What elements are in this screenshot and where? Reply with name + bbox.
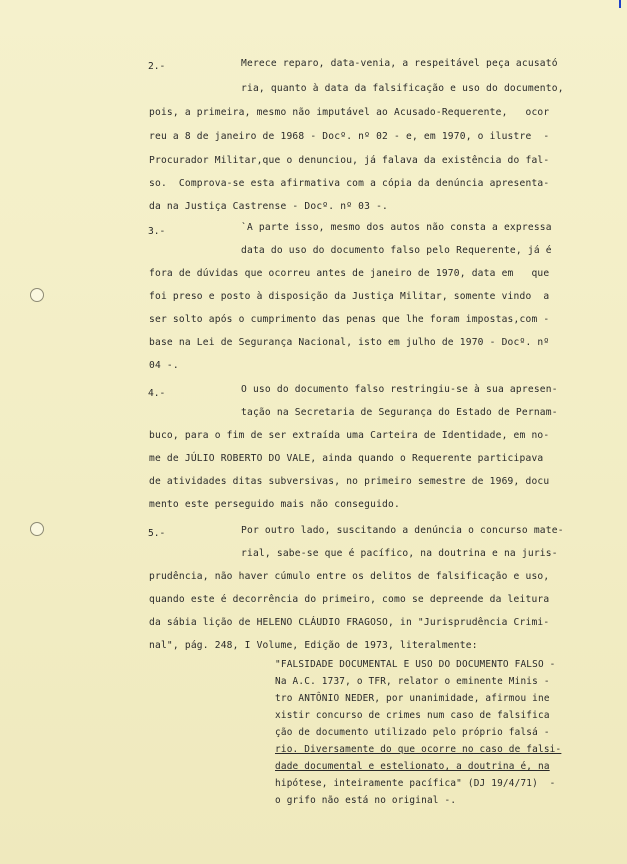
text-line: Por outro lado, suscitando a denúncia o concurso mate- [241,525,564,536]
text-line: foi preso e posto à disposição da Justiça Militar, somente vindo a [149,291,550,302]
text-line: reu a 8 de janeiro de 1968 - Docº. nº 02 - e, em 1970, o ilustre - [149,131,550,142]
quote-line: "FALSIDADE DOCUMENTAL E USO DO DOCUMENTO FALSO - [275,659,556,670]
text-line: da na Justiça Castrense - Docº. nº 03 -. [149,201,389,212]
paragraph-number: 2.- [148,61,166,72]
text-line: mento este perseguido mais não conseguido. [149,499,400,510]
text-line: so. Comprova-se esta afirmativa com a cópia da denúncia apresenta- [149,178,550,189]
paragraph-number: 4.- [148,388,166,399]
quote-line: tro ANTÔNIO NEDER, por unanimidade, afirmou ine [275,693,550,704]
text-line: prudência, não haver cúmulo entre os delitos de falsificação e uso, [149,571,550,582]
binder-hole-icon [30,522,44,536]
text-line: da sábia lição de HELENO CLÁUDIO FRAGOSO, in "Jurisprudência Crimi- [149,617,550,628]
binder-hole-icon [30,288,44,302]
text-line: rial, sabe-se que é pacífico, na doutrina e na juris- [241,548,558,559]
text-line: base na Lei de Segurança Nacional, isto em julho de 1970 - Docº. nº [149,337,550,348]
quote-line: o grifo não está no original -. [275,795,457,806]
text-line: 04 -. [149,360,179,371]
text-line: ria, quanto à data da falsificação e uso do documento, [241,83,564,94]
text-line: pois, a primeira, mesmo não imputável ao Acusado-Requerente, ocor [149,107,550,118]
text-line: `A parte isso, mesmo dos autos não consta a expressa [241,222,552,233]
quote-line: dade documental e estelionato, a doutrina é, na [275,761,550,772]
text-line: Merece reparo, data-venia, a respeitável peça acusató [241,58,558,69]
text-line: buco, para o fim de ser extraída uma Carteira de Identidade, em no- [149,430,550,441]
quote-line: hipótese, inteiramente pacífica" (DJ 19/4/71) - [275,778,556,789]
pen-mark [619,0,621,8]
paragraph-number: 3.- [148,226,166,237]
text-line: nal", pág. 248, I Volume, Edição de 1973, literalmente: [149,640,478,651]
quote-line: ção de documento utilizado pelo próprio falsá - [275,727,550,738]
quote-line: rio. Diversamente do que ocorre no caso de falsi- [275,744,562,755]
quote-line: Na A.C. 1737, o TFR, relator o eminente Minis - [275,676,550,687]
text-line: Procurador Militar,que o denunciou, já falava da existência do fal- [149,155,550,166]
quote-line: xistir concurso de crimes num caso de falsifica [275,710,550,721]
text-line: de atividades ditas subversivas, no primeiro semestre de 1969, docu [149,476,550,487]
text-line: me de JÚLIO ROBERTO DO VALE, ainda quando o Requerente participava [149,453,544,464]
text-line: data do uso do documento falso pelo Requerente, já é [241,245,552,256]
paragraph-number: 5.- [148,528,166,539]
text-line: quando este é decorrência do primeiro, como se depreende da leitura [149,594,550,605]
text-line: ser solto após o cumprimento das penas que lhe foram impostas,com - [149,314,550,325]
text-line: O uso do documento falso restringiu-se à sua apresen- [241,384,558,395]
text-line: tação na Secretaria de Segurança do Estado de Pernam- [241,407,558,418]
text-line: fora de dúvidas que ocorreu antes de janeiro de 1970, data em que [149,268,550,279]
